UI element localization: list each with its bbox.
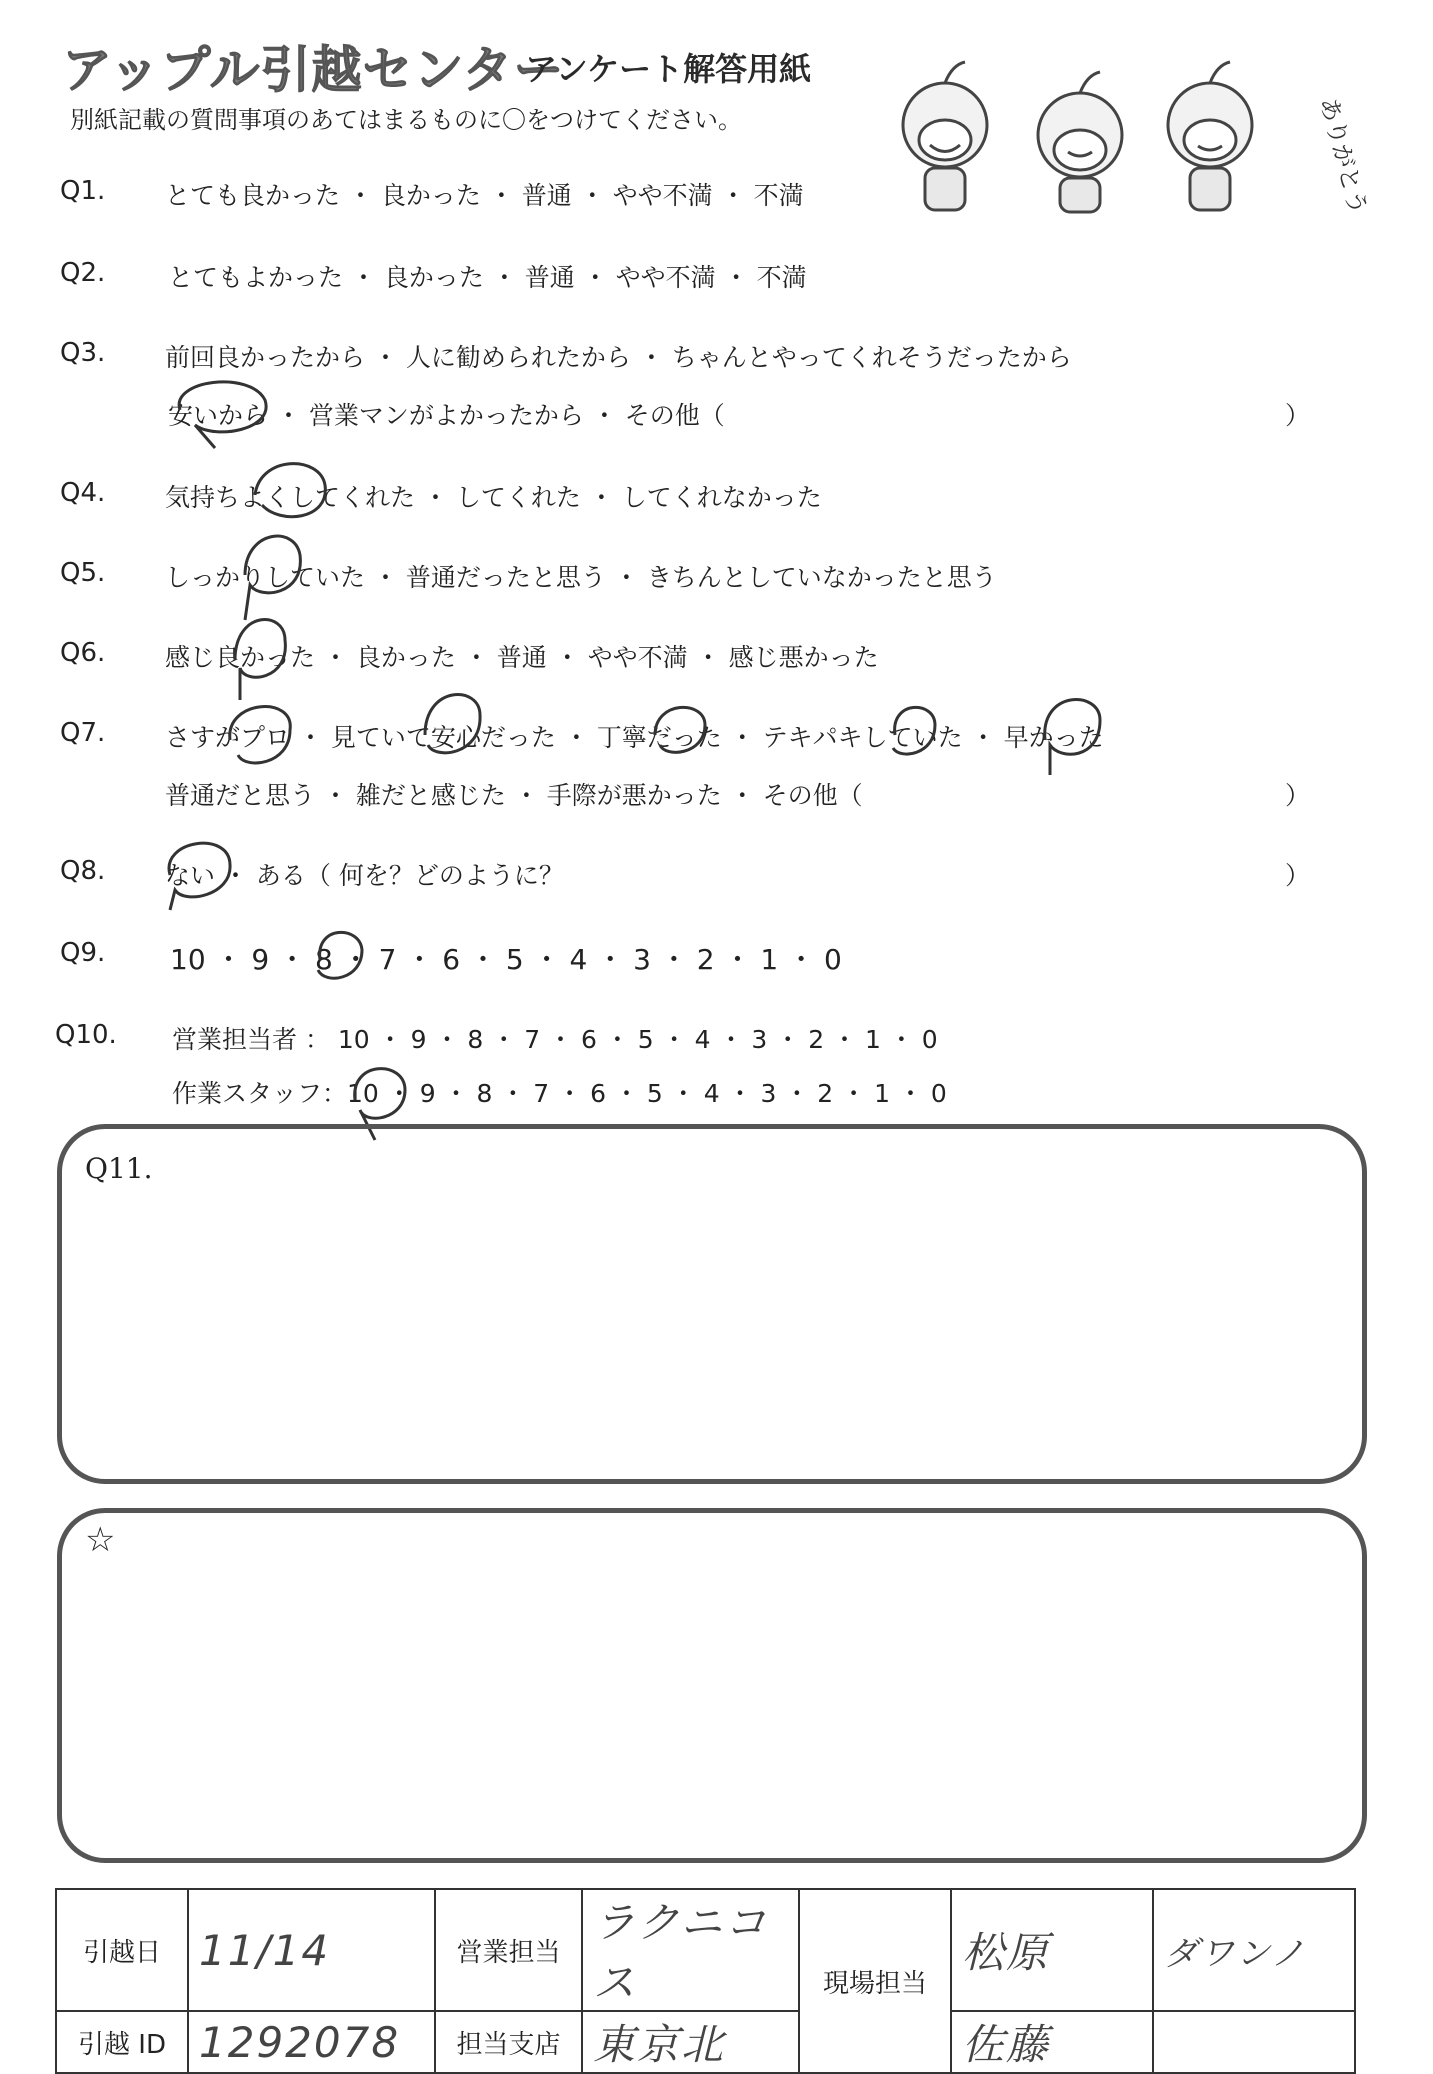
q7-number: Q7.	[60, 718, 106, 748]
q7-circle-mark-1	[230, 707, 291, 763]
q7-options-line1: さすがプロ ・ 見ていて安心だった ・ 丁寧だった ・ テキパキしていた ・ 早かった	[165, 723, 1104, 752]
move-id-label: 引越 ID	[56, 2011, 188, 2073]
q7-options-line2: 普通だと思う ・ 雑だと感じた ・ 手際が悪かった ・ その他（	[165, 781, 863, 810]
q8-options: ない ・ ある（ 何を？どのように？	[165, 861, 564, 890]
q8-circle-mark	[169, 843, 230, 910]
q5-number: Q5.	[60, 558, 106, 588]
sales-value: ラクニコス	[582, 1889, 799, 2011]
q9-circle-mark	[318, 932, 362, 978]
q8-close-paren: ）	[1285, 861, 1311, 890]
site-staff-3: ダワンノ	[1153, 1889, 1355, 2011]
q5-circle-mark	[245, 536, 300, 620]
q11-comment-box[interactable]	[57, 1124, 1367, 1484]
q6-options: 感じ良かった ・ 良かった ・ 普通 ・ やや不満 ・ 感じ悪かった	[165, 643, 879, 672]
q2-options: とてもよかった ・ 良かった ・ 普通 ・ やや不満 ・ 不満	[168, 263, 807, 292]
site-staff-1: 松原	[951, 1889, 1153, 2011]
q10-staff-scale: 作業スタッフ：10 ・ 9 ・ 8 ・ 7 ・ 6 ・ 5 ・ 4 ・ 3 ・ 2 ・ 1 ・ 0	[172, 1079, 947, 1108]
q4-options: 気持ちよくしてくれた ・ してくれた ・ してくれなかった	[165, 483, 822, 512]
star-label: ☆	[85, 1520, 116, 1560]
footer-info-table	[55, 1888, 1356, 2074]
free-comment-box[interactable]	[57, 1508, 1367, 1863]
q3-options-line1: 前回良かったから ・ 人に勧められたから ・ ちゃんとやってくれそうだったから	[165, 343, 1072, 372]
q7-close-paren: ）	[1285, 781, 1311, 810]
q7-circle-mark-3	[655, 707, 705, 752]
instruction-text: 別紙記載の質問事項のあてはまるものに〇をつけてください。	[70, 106, 742, 134]
q1-options: とても良かった ・ 良かった ・ 普通 ・ やや不満 ・ 不満	[165, 181, 804, 210]
q1-number: Q1.	[60, 176, 106, 206]
q3-close-paren: ）	[1285, 401, 1311, 430]
site-staff-empty	[1153, 2011, 1355, 2073]
q6-circle-mark	[235, 620, 285, 700]
q9-scale: 10 ・ 9 ・ 8 ・ 7 ・ 6 ・ 5 ・ 4 ・ 3 ・ 2 ・ 1 ・ 0	[170, 943, 842, 976]
form-subtitle: アンケート解答用紙	[525, 50, 812, 88]
sales-label: 営業担当	[435, 1889, 582, 2011]
branch-value: 東京北	[582, 2011, 799, 2073]
site-staff-2: 佐藤	[951, 2011, 1153, 2073]
q3-circle-mark	[179, 382, 266, 448]
move-id-value: 1292078	[188, 2011, 435, 2073]
move-date-value: 11/14	[188, 1889, 435, 2011]
q3-number: Q3.	[60, 338, 106, 368]
q4-circle-mark	[255, 464, 325, 517]
q4-number: Q4.	[60, 478, 106, 508]
move-date-label: 引越日	[56, 1889, 188, 2011]
q5-options: しっかりしていた ・ 普通だったと思う ・ きちんとしていなかったと思う	[165, 563, 997, 592]
mascot-caption: ありがとう	[1314, 94, 1373, 218]
q2-number: Q2.	[60, 258, 106, 288]
q9-number: Q9.	[60, 938, 106, 968]
company-title: アップル引越センター	[62, 41, 565, 99]
q7-circle-mark-4	[893, 707, 935, 754]
q7-circle-mark-5	[1045, 700, 1100, 775]
q10-number: Q10.	[55, 1020, 117, 1050]
site-label: 現場担当	[799, 1889, 951, 2073]
q10-sales-scale: 営業担当者 ： 10 ・ 9 ・ 8 ・ 7 ・ 6 ・ 5 ・ 4 ・ 3 ・ 2 ・ 1 ・ 0	[172, 1025, 938, 1054]
q7-circle-mark-2	[425, 695, 480, 753]
q8-number: Q8.	[60, 856, 106, 886]
branch-label: 担当支店	[435, 2011, 582, 2073]
q11-label: Q11.	[85, 1152, 153, 1185]
q6-number: Q6.	[60, 638, 106, 668]
q3-options-line2: 安いから ・ 営業マンがよかったから ・ その他（	[168, 401, 725, 430]
